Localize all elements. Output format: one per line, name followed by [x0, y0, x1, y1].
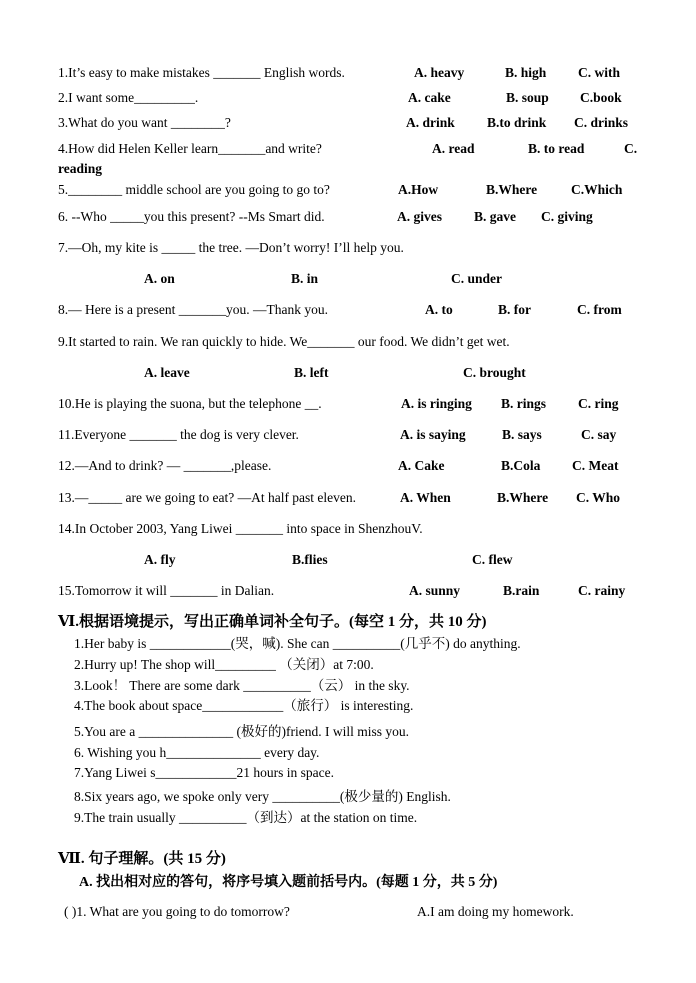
option-b: B.Cola [501, 458, 541, 473]
option-c: C. flew [472, 552, 513, 567]
fill-item-8: 8.Six years ago, we spoke only very __________(极少量的) English. [74, 789, 451, 804]
match-answer-a: A.I am doing my homework. [417, 904, 574, 919]
option-a: A.How [398, 182, 439, 197]
fill-item-6: 6. Wishing you h______________ every day. [74, 745, 320, 760]
option-a: A. drink [406, 115, 455, 130]
option-a: A. sunny [409, 583, 461, 598]
option-a: A. heavy [414, 65, 465, 80]
option-c: C. Meat [572, 458, 619, 473]
fill-item-7: 7.Yang Liwei s____________21 hours in space. [74, 765, 334, 780]
option-c: C.book [580, 90, 622, 105]
question-5: 5.________ middle school are you going to go to? [58, 182, 330, 197]
option-a: A. When [400, 490, 451, 505]
section-7-subtitle: A. 找出相对应的答句，将序号填入题前括号内。(每题 1 分，共 5 分) [79, 875, 498, 890]
option-c: C. say [581, 427, 617, 442]
question-3: 3.What do you want ________? [58, 115, 231, 130]
option-b: B. soup [506, 90, 549, 105]
option-c-continued: reading [58, 161, 103, 176]
option-c: C. under [451, 271, 503, 286]
question-9: 9.It started to rain. We ran quickly to hide. We_______ our food. We didn’t get wet. [58, 334, 510, 349]
fill-item-3: 3.Look！ There are some dark __________（云） in the sky. [74, 678, 410, 693]
option-b: B. for [498, 302, 531, 317]
option-b: B.flies [292, 552, 328, 567]
option-c: C. Who [576, 490, 621, 505]
section-6-title: Ⅵ.根据语境提示，写出正确单词补全句子。(每空 1 分，共 10 分) [58, 614, 487, 630]
option-b: B. left [294, 365, 329, 380]
option-b: B. gave [474, 209, 516, 224]
question-1 [58, 64, 345, 82]
option-c: C. brought [463, 365, 526, 380]
question-6: 6. --Who _____you this present? --Ms Smart did. [58, 209, 325, 224]
option-a: A. is ringing [401, 396, 472, 411]
question-12: 12.—And to drink? — _______,please. [58, 458, 272, 473]
option-a: A. read [432, 141, 475, 156]
question-11: 11.Everyone _______ the dog is very clever. [58, 427, 299, 442]
option-c: C. ring [578, 396, 619, 411]
option-c: C. rainy [578, 583, 626, 598]
option-b: B.to drink [487, 115, 547, 130]
option-c: C. giving [541, 209, 593, 224]
question-13: 13.—_____ are we going to eat? —At half past eleven. [58, 490, 357, 505]
fill-item-9: 9.The train usually __________（到达）at the station on time. [74, 810, 418, 825]
option-c: C. drinks [574, 115, 629, 130]
question-10: 10.He is playing the suona, but the telephone __. [58, 396, 322, 411]
option-b: B. rings [501, 396, 547, 411]
question-14: 14.In October 2003, Yang Liwei _______ into space in ShenzhouV. [58, 521, 423, 536]
option-a: A. gives [397, 209, 442, 224]
match-question-1: ( )1. What are you going to do tomorrow? [64, 904, 290, 919]
option-a: A. cake [408, 90, 451, 105]
question-15: 15.Tomorrow it will _______ in Dalian. [58, 583, 275, 598]
option-a: A. is saying [400, 427, 466, 442]
option-c: C.Which [571, 182, 623, 197]
option-a: A. fly [144, 552, 176, 567]
option-c: C. from [577, 302, 622, 317]
fill-item-2: 2.Hurry up! The shop will_________ （关闭）at 7:00. [74, 657, 374, 672]
question-stem: 1.It’s easy to make mistakes _______ English words. [58, 65, 345, 80]
option-b: B.rain [503, 583, 540, 598]
fill-item-1: 1.Her baby is ____________(哭，喊). She can __________(几乎不) do anything. [74, 636, 521, 651]
section-7-title: Ⅶ. 句子理解。(共 15 分) [58, 851, 226, 867]
option-a: A. Cake [398, 458, 445, 473]
option-a: A. leave [144, 365, 190, 380]
option-b: B.Where [486, 182, 538, 197]
option-a: A. to [425, 302, 453, 317]
option-b: B. high [505, 65, 547, 80]
question-7: 7.—Oh, my kite is _____ the tree. —Don’t worry! I’ll help you. [58, 240, 404, 255]
question-4: 4.How did Helen Keller learn_______and write? [58, 141, 322, 156]
option-c: C. with [578, 65, 621, 80]
fill-item-5: 5.You are a ______________ (极好的)friend. I will miss you. [74, 724, 409, 739]
question-8: 8.— Here is a present _______you. —Thank you. [58, 302, 328, 317]
fill-item-4: 4.The book about space____________（旅行） is interesting. [74, 698, 414, 713]
option-b: B. says [502, 427, 542, 442]
option-b: B.Where [497, 490, 549, 505]
option-b: B. to read [528, 141, 585, 156]
option-c: C. [624, 141, 638, 156]
option-b: B. in [291, 271, 319, 286]
question-2: 2.I want some_________. [58, 90, 199, 105]
option-a: A. on [144, 271, 175, 286]
